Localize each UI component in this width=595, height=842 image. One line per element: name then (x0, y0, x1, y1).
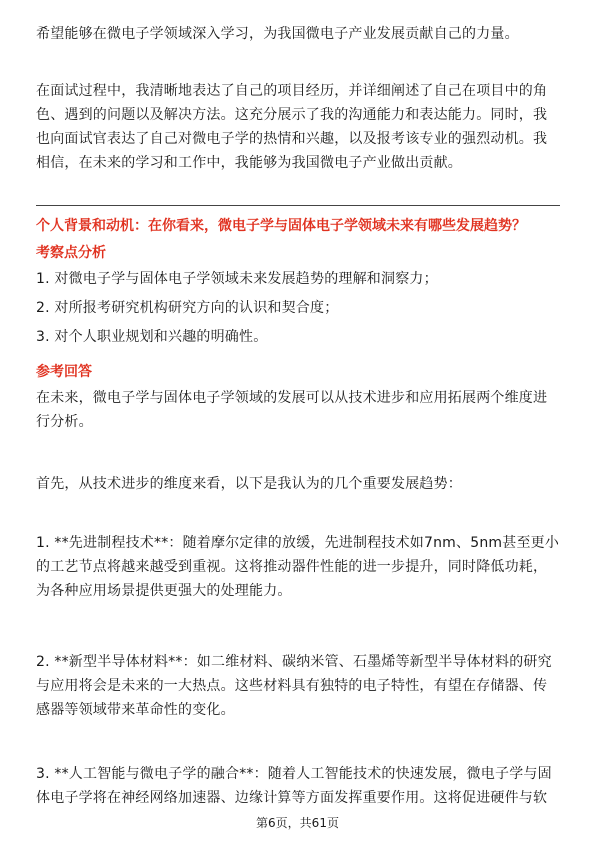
answer-heading: 参考回答 (36, 364, 92, 380)
trend-item: 1. **先进制程技术**：随着摩尔定律的放缓，先进制程技术如7nm、5nm甚至更小 的工艺节点将越来越受到重视。这将推动器件性能的进一步提升，同时降低功耗， 为各种应用场景提供更强大的处理能力。 (36, 535, 560, 599)
trend-item: 2. **新型半导体材料**：如二维材料、碳纳米管、石墨烯等新型半导体材料的研究 与应用将会是未来的一大热点。这些材料具有独特的电子特性，有望在存储器、传 感器等领域带来革命性的变化。 (36, 654, 552, 718)
analysis-item: 3. 对个人职业规划和兴趣的明确性。 (36, 329, 268, 345)
page-number: 第6页，共61页 (256, 816, 339, 830)
question-title: 个人背景和动机：在你看来，微电子学与固体电子学领域未来有哪些发展趋势？ (36, 218, 526, 234)
intro-line: 希望能够在微电子学领域深入学习，为我国微电子产业发展贡献自己的力量。 (36, 26, 519, 42)
analysis-heading: 考察点分析 (36, 245, 106, 261)
answer-intro: 在未来，微电子学与固体电子学领域的发展可以从技术进步和应用拓展两个维度进 行分析。 (36, 390, 548, 430)
section-divider (36, 205, 560, 206)
trend-item: 3. **人工智能与微电子学的融合**：随着人工智能技术的快速发展，微电子学与固 体电子学将在神经网络加速器、边缘计算等方面发挥重要作用。这将促进硬件与软 (36, 766, 552, 806)
analysis-item: 1. 对微电子学与固体电子学领域未来发展趋势的理解和洞察力； (36, 271, 438, 287)
analysis-item: 2. 对所报考研究机构研究方向的认识和契合度； (36, 300, 339, 316)
answer-first: 首先，从技术进步的维度来看，以下是我认为的几个重要发展趋势： (36, 476, 462, 492)
interview-paragraph: 在面试过程中，我清晰地表达了自己的项目经历，并详细阐述了自己在项目中的角 色、遇到的问题以及解决方法。这充分展示了我的沟通能力和表达能力。同时，我 也向面试官表达了自己对微电子学的热情和兴趣，以及报考该专业的强烈动机。我 相信，在未来的学习和工作中，我能够为我国微电子产业做出贡献。 (36, 83, 548, 171)
